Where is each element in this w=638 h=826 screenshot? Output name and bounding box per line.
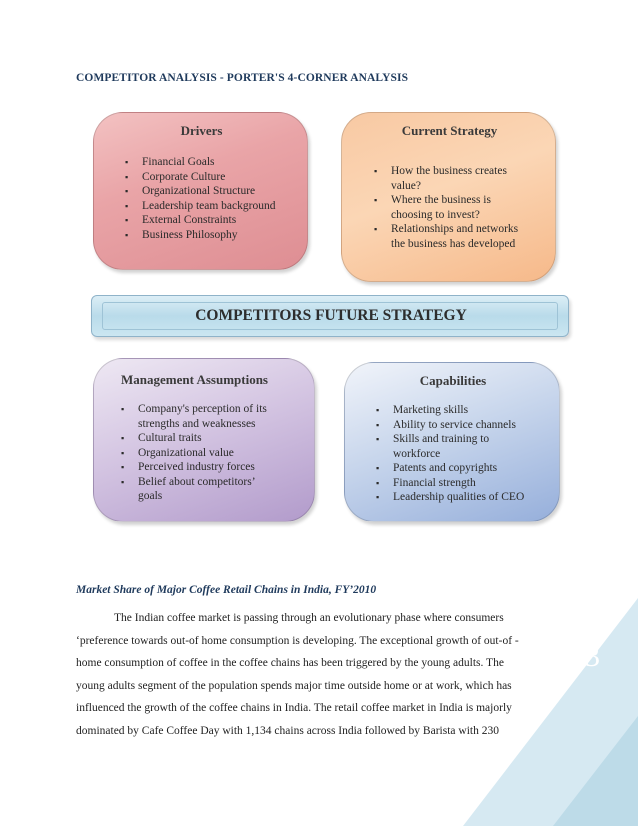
list-item: ▪ Leadership qualities of CEO (376, 491, 525, 503)
bullet-icon: ▪ (376, 419, 380, 430)
bullet-icon: ▪ (374, 224, 378, 234)
bullet-icon: ▪ (125, 171, 129, 182)
list-item: ▪ Leadership team background (125, 199, 276, 212)
drivers-title: Drivers (180, 123, 223, 138)
list-item: ▪ Patents and copyrights (376, 462, 498, 474)
body-line: The Indian coffee market is passing through an evolutionary phase where consumers (114, 612, 504, 624)
capabilities-title: Capabilities (419, 373, 487, 388)
page-number: 23 (570, 640, 600, 673)
list-item: ▪ Where the business is choosing to invest? (374, 194, 491, 221)
list-item: ▪ External Constraints (125, 214, 237, 226)
bullet-icon: ▪ (125, 186, 129, 196)
bullet-icon: ▪ (121, 462, 125, 472)
bullet-icon: ▪ (121, 476, 125, 487)
corner-decoration-inner (553, 716, 638, 826)
bullet-icon: ▪ (376, 492, 380, 502)
list-item: ▪ Company's perception of its strengths and weaknesses (121, 403, 267, 430)
list-item: ▪ Organizational Structure (125, 185, 256, 197)
current-strategy-title: Current Strategy (401, 123, 498, 138)
body-line: home consumption of coffee in the coffee chains has been triggered by the young adults. The (76, 657, 504, 669)
current-strategy-box (341, 112, 556, 282)
list-item: ▪ Perceived industry forces (121, 461, 255, 473)
bullet-icon: ▪ (376, 477, 380, 488)
bullet-icon: ▪ (376, 434, 380, 444)
page-heading: COMPETITOR ANALYSIS - PORTER'S 4-CORNER ANALYSIS (76, 72, 409, 84)
bullet-icon: ▪ (121, 404, 125, 414)
list-item: ▪ Cultural traits (121, 432, 202, 444)
future-strategy-band (91, 295, 569, 337)
section-title: Market Share of Major Coffee Retail Chains in India, FY’2010 (76, 584, 377, 596)
list-item: ▪ Business Philosophy (125, 228, 238, 241)
bullet-icon: ▪ (376, 463, 380, 473)
body-line: dominated by Cafe Coffee Day with 1,134 chains across India followed by Barista with 230 (76, 724, 499, 737)
list-item: ▪ Organizational value (121, 446, 234, 459)
capabilities-list (376, 403, 556, 505)
capabilities-box (344, 362, 560, 522)
list-item: ▪ Belief about competitors’ goals (121, 475, 256, 502)
management-assumptions-title: Management Assumptions (121, 372, 268, 387)
list-item: ▪ Relationships and networks the business has developed (374, 223, 519, 250)
list-item: ▪ Corporate Culture (125, 170, 226, 183)
bullet-icon: ▪ (121, 447, 125, 458)
list-item: ▪ Marketing skills (376, 404, 469, 416)
bullet-icon: ▪ (125, 229, 129, 240)
body-line: ‘preference towards out-of home consumption is developing. The exceptional growth of out-of - (76, 634, 519, 647)
drivers-list (125, 155, 275, 242)
list-item: ▪ How the business creates value? (374, 165, 507, 192)
management-assumptions-box (93, 358, 315, 522)
future-strategy-title: COMPETITORS FUTURE STRATEGY (195, 307, 467, 324)
management-assumptions-list (121, 402, 301, 504)
drivers-box (93, 112, 308, 270)
current-strategy-list (374, 164, 550, 251)
bullet-icon: ▪ (125, 157, 129, 167)
body-line: young adults segment of the population spends major time outside home or at work, which has (76, 679, 512, 692)
list-item: ▪ Financial Goals (125, 156, 215, 168)
bullet-icon: ▪ (374, 195, 378, 205)
bullet-icon: ▪ (374, 166, 378, 176)
list-item: ▪ Skills and training to workforce (376, 433, 490, 460)
bullet-icon: ▪ (121, 433, 125, 443)
list-item: ▪ Financial strength (376, 476, 476, 489)
bullet-icon: ▪ (125, 215, 129, 225)
bullet-icon: ▪ (125, 200, 129, 211)
bullet-icon: ▪ (376, 405, 380, 415)
body-line: influenced the growth of the coffee chains in India. The retail coffee market in India is majorly (76, 702, 512, 714)
list-item: ▪ Ability to service channels (376, 418, 516, 431)
